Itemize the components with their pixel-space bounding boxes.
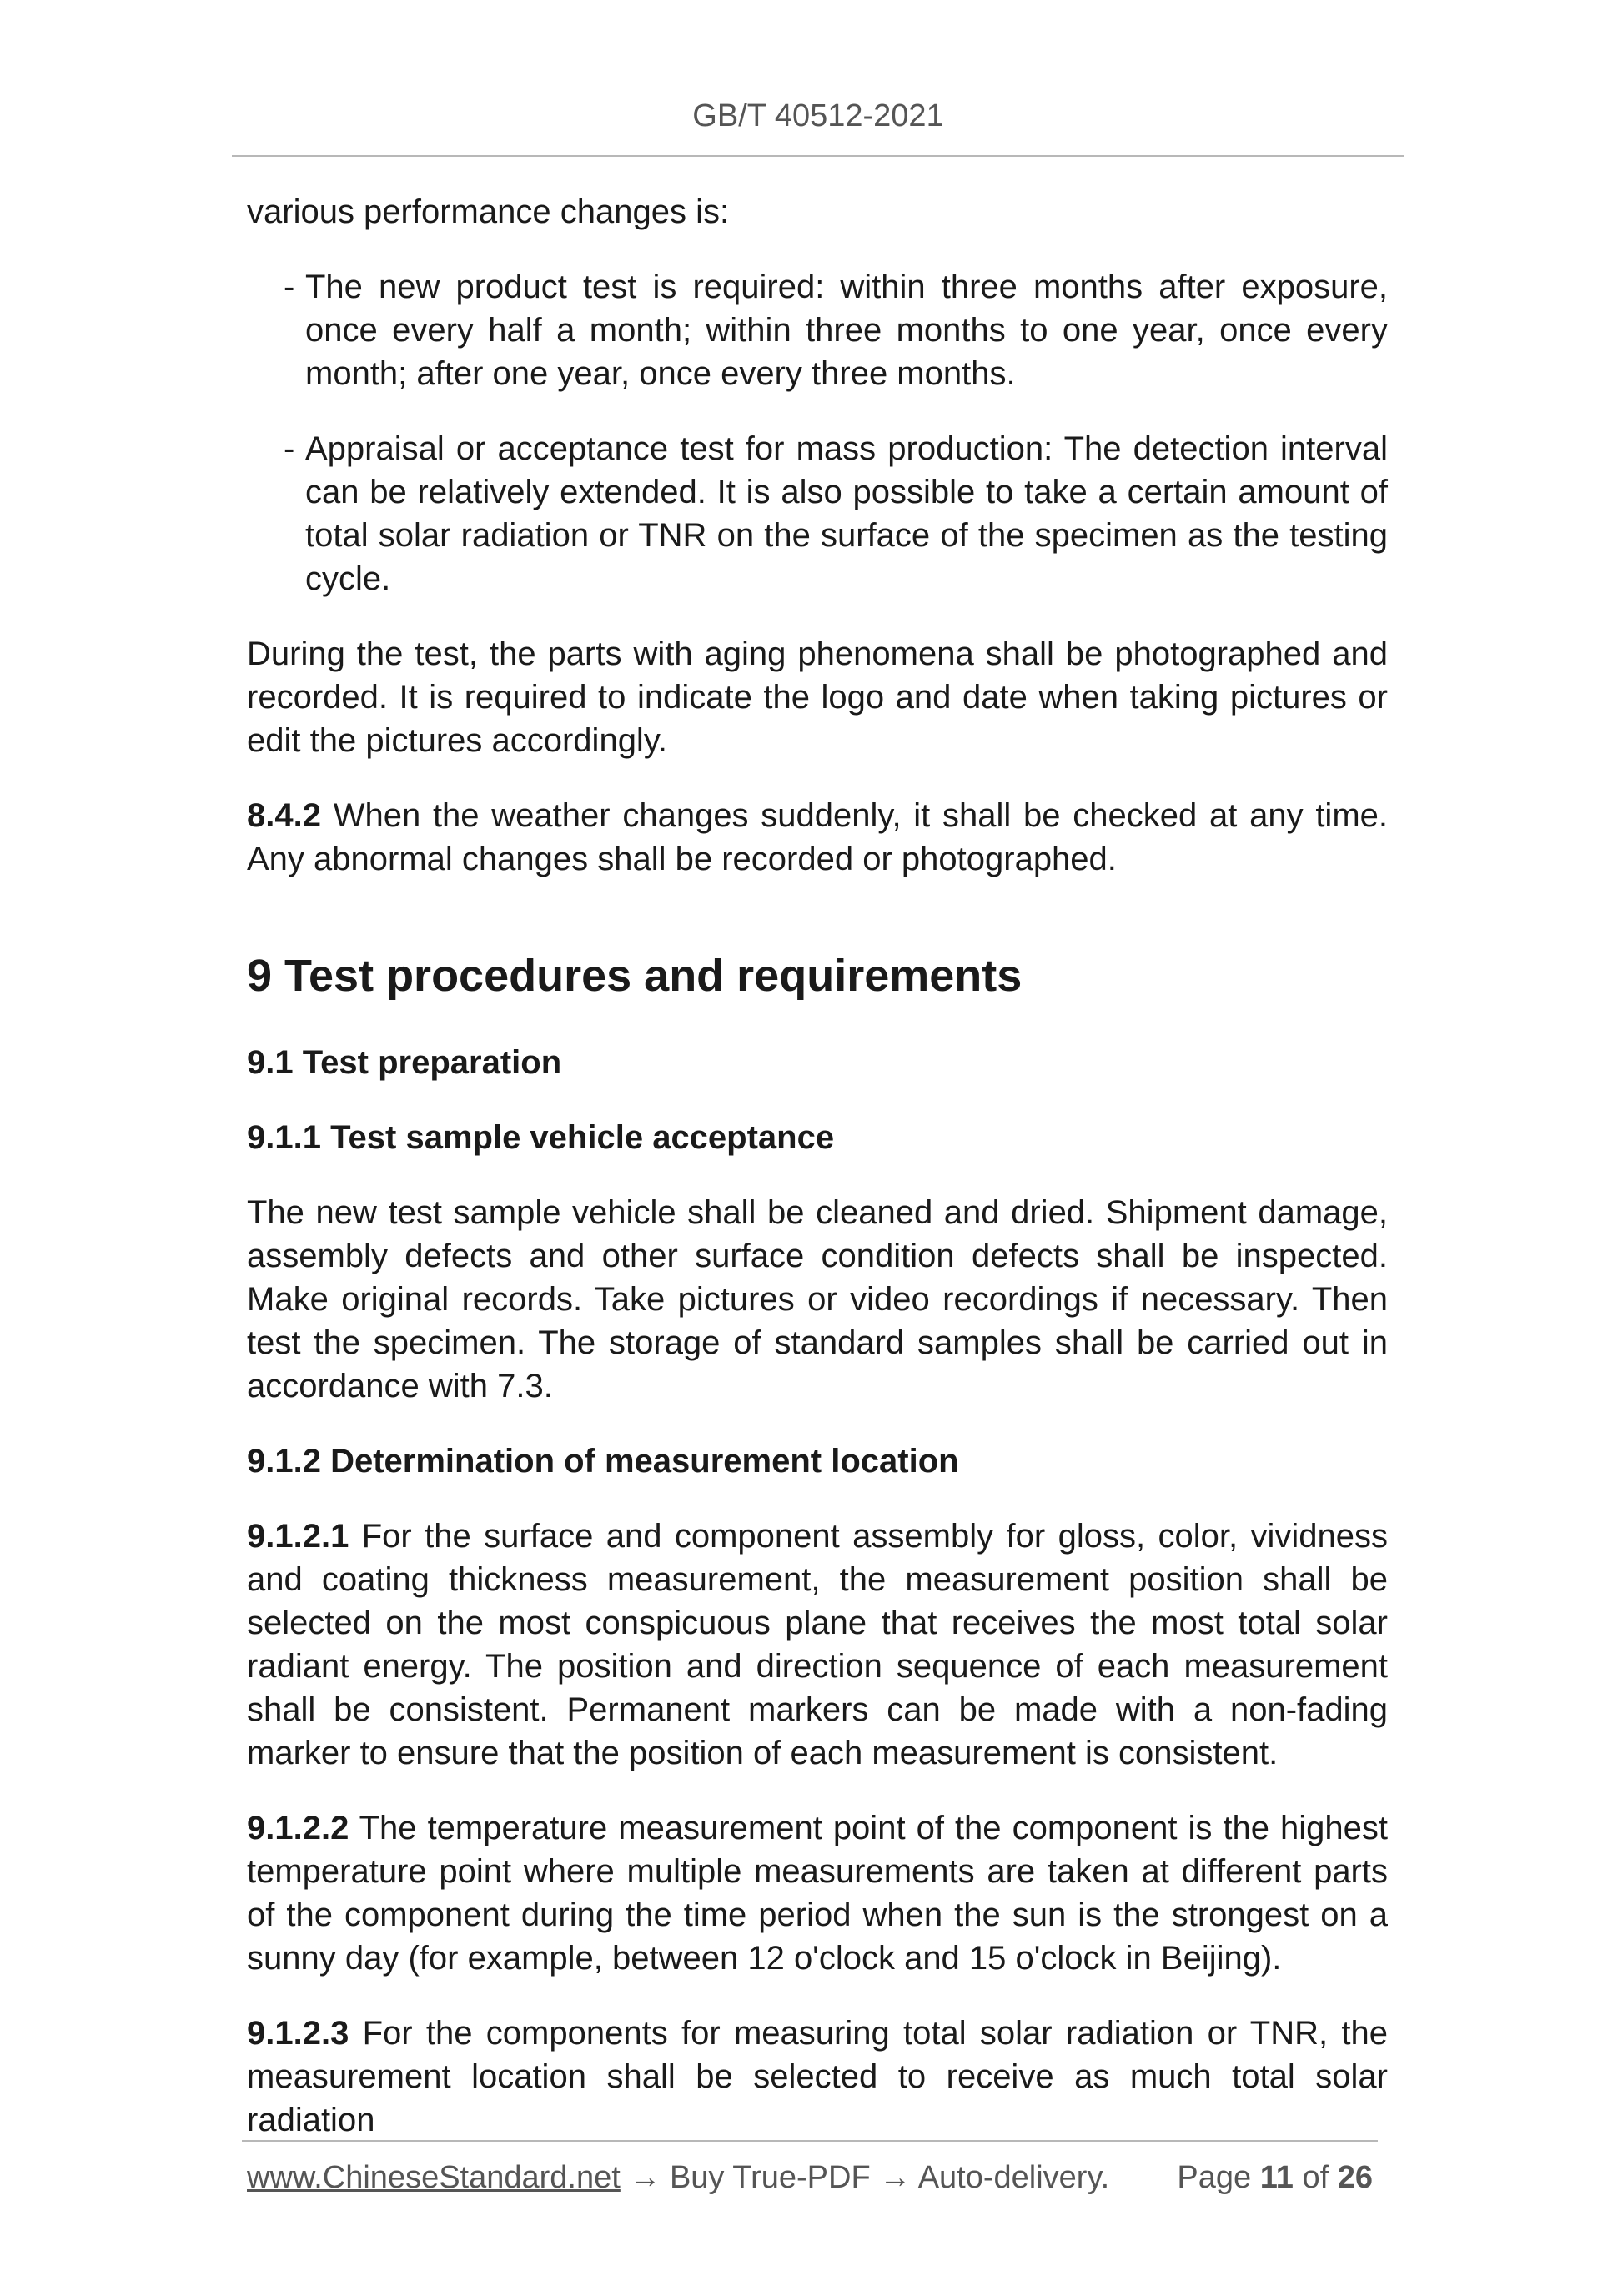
document-body [247,190,1388,2173]
photo-record-paragraph: During the test, the parts with aging phenomena shall be photographed and recorded. It is required to indicate the logo and date when taking pictures or edit the pictures accordingly. [247,636,1388,759]
of-label: of [1302,2160,1329,2195]
footer-divider [242,2140,1378,2142]
clause-9-1-1-paragraph: The new test sample vehicle shall be cleaned and dried. Shipment damage, assembly defects and other surface condition defects shall be inspected. Make original records. Take pictures or video recordings if necessary. Then test the specimen. The storage of standard samples shall be carried out in accordance with 7.3. [247,1194,1388,1404]
clause-number: 9.1.2.2 [247,1810,349,1846]
intro-paragraph: various performance changes is: [247,193,730,230]
clause-8-4-2 [247,794,1388,881]
page-label: Page [1177,2160,1252,2195]
page-footer [247,2160,1373,2202]
clause-number: 8.4.2 [247,797,321,834]
clause-number: 9.1.2.3 [247,2015,349,2052]
running-header: GB/T 40512-2021 [692,98,944,133]
list-item-text: Appraisal or acceptance test for mass production: The detection interval can be relatively extended. It is also possible to take a certain amount of total solar radiation or TNR on the surface of the specimen as the testing cycle. [305,430,1388,597]
section-heading-9-1-1: 9.1.1 Test sample vehicle acceptance [247,1119,835,1156]
list-item [247,427,1388,600]
clause-text: When the weather changes suddenly, it shall be checked at any time. Any abnormal changes shall be recorded or photographed. [247,797,1388,877]
clause-9-1-2-1 [247,1515,1388,1775]
dash-bullet: - [284,269,295,305]
clause-text: The temperature measurement point of the component is the highest temperature point where multiple measurements are taken at different parts of the component during the time period when the sun is the strongest on a sunny day (for example, between 12 o'clock and 15 o'clock in Beijing). [247,1810,1389,1977]
page-indicator [1177,2160,1373,2196]
total-pages: 26 [1337,2160,1373,2195]
section-heading-9-1: 9.1 Test preparation [247,1044,562,1081]
footer-promo-text: → Buy True-PDF → Auto-delivery. [620,2160,1110,2195]
clause-text: For the components for measuring total solar radiation or TNR, the measurement location shall be selected to receive as much total solar radiation [247,2015,1388,2138]
list-item-text: The new product test is required: within three months after exposure, once every half a month; within three months to one year, once every month; after one year, once every three months. [305,269,1388,392]
clause-9-1-2-3 [247,2012,1388,2142]
website-link[interactable]: www.ChineseStandard.net [247,2160,621,2195]
clause-text: For the surface and component assembly for gloss, color, vividness and coating thickness measurement, the measurement position shall be selected on the most conspicuous plane that receives the most total solar radiant energy. The position and direction sequence of each measurement shall be consistent. Permanent markers can be made with a non-fading marker to ensure that the position of each measurement is consistent. [247,1518,1388,1771]
clause-number: 9.1.2.1 [247,1518,349,1555]
header-divider [232,155,1404,157]
list-item [247,265,1388,395]
section-heading-9-1-2: 9.1.2 Determination of measurement location [247,1443,959,1480]
current-page: 11 [1259,2160,1294,2195]
section-heading-9: 9 Test procedures and requirements [247,951,1023,1001]
clause-9-1-2-2 [247,1806,1388,1980]
footer-promo [247,2160,1109,2196]
dash-bullet: - [284,430,295,467]
